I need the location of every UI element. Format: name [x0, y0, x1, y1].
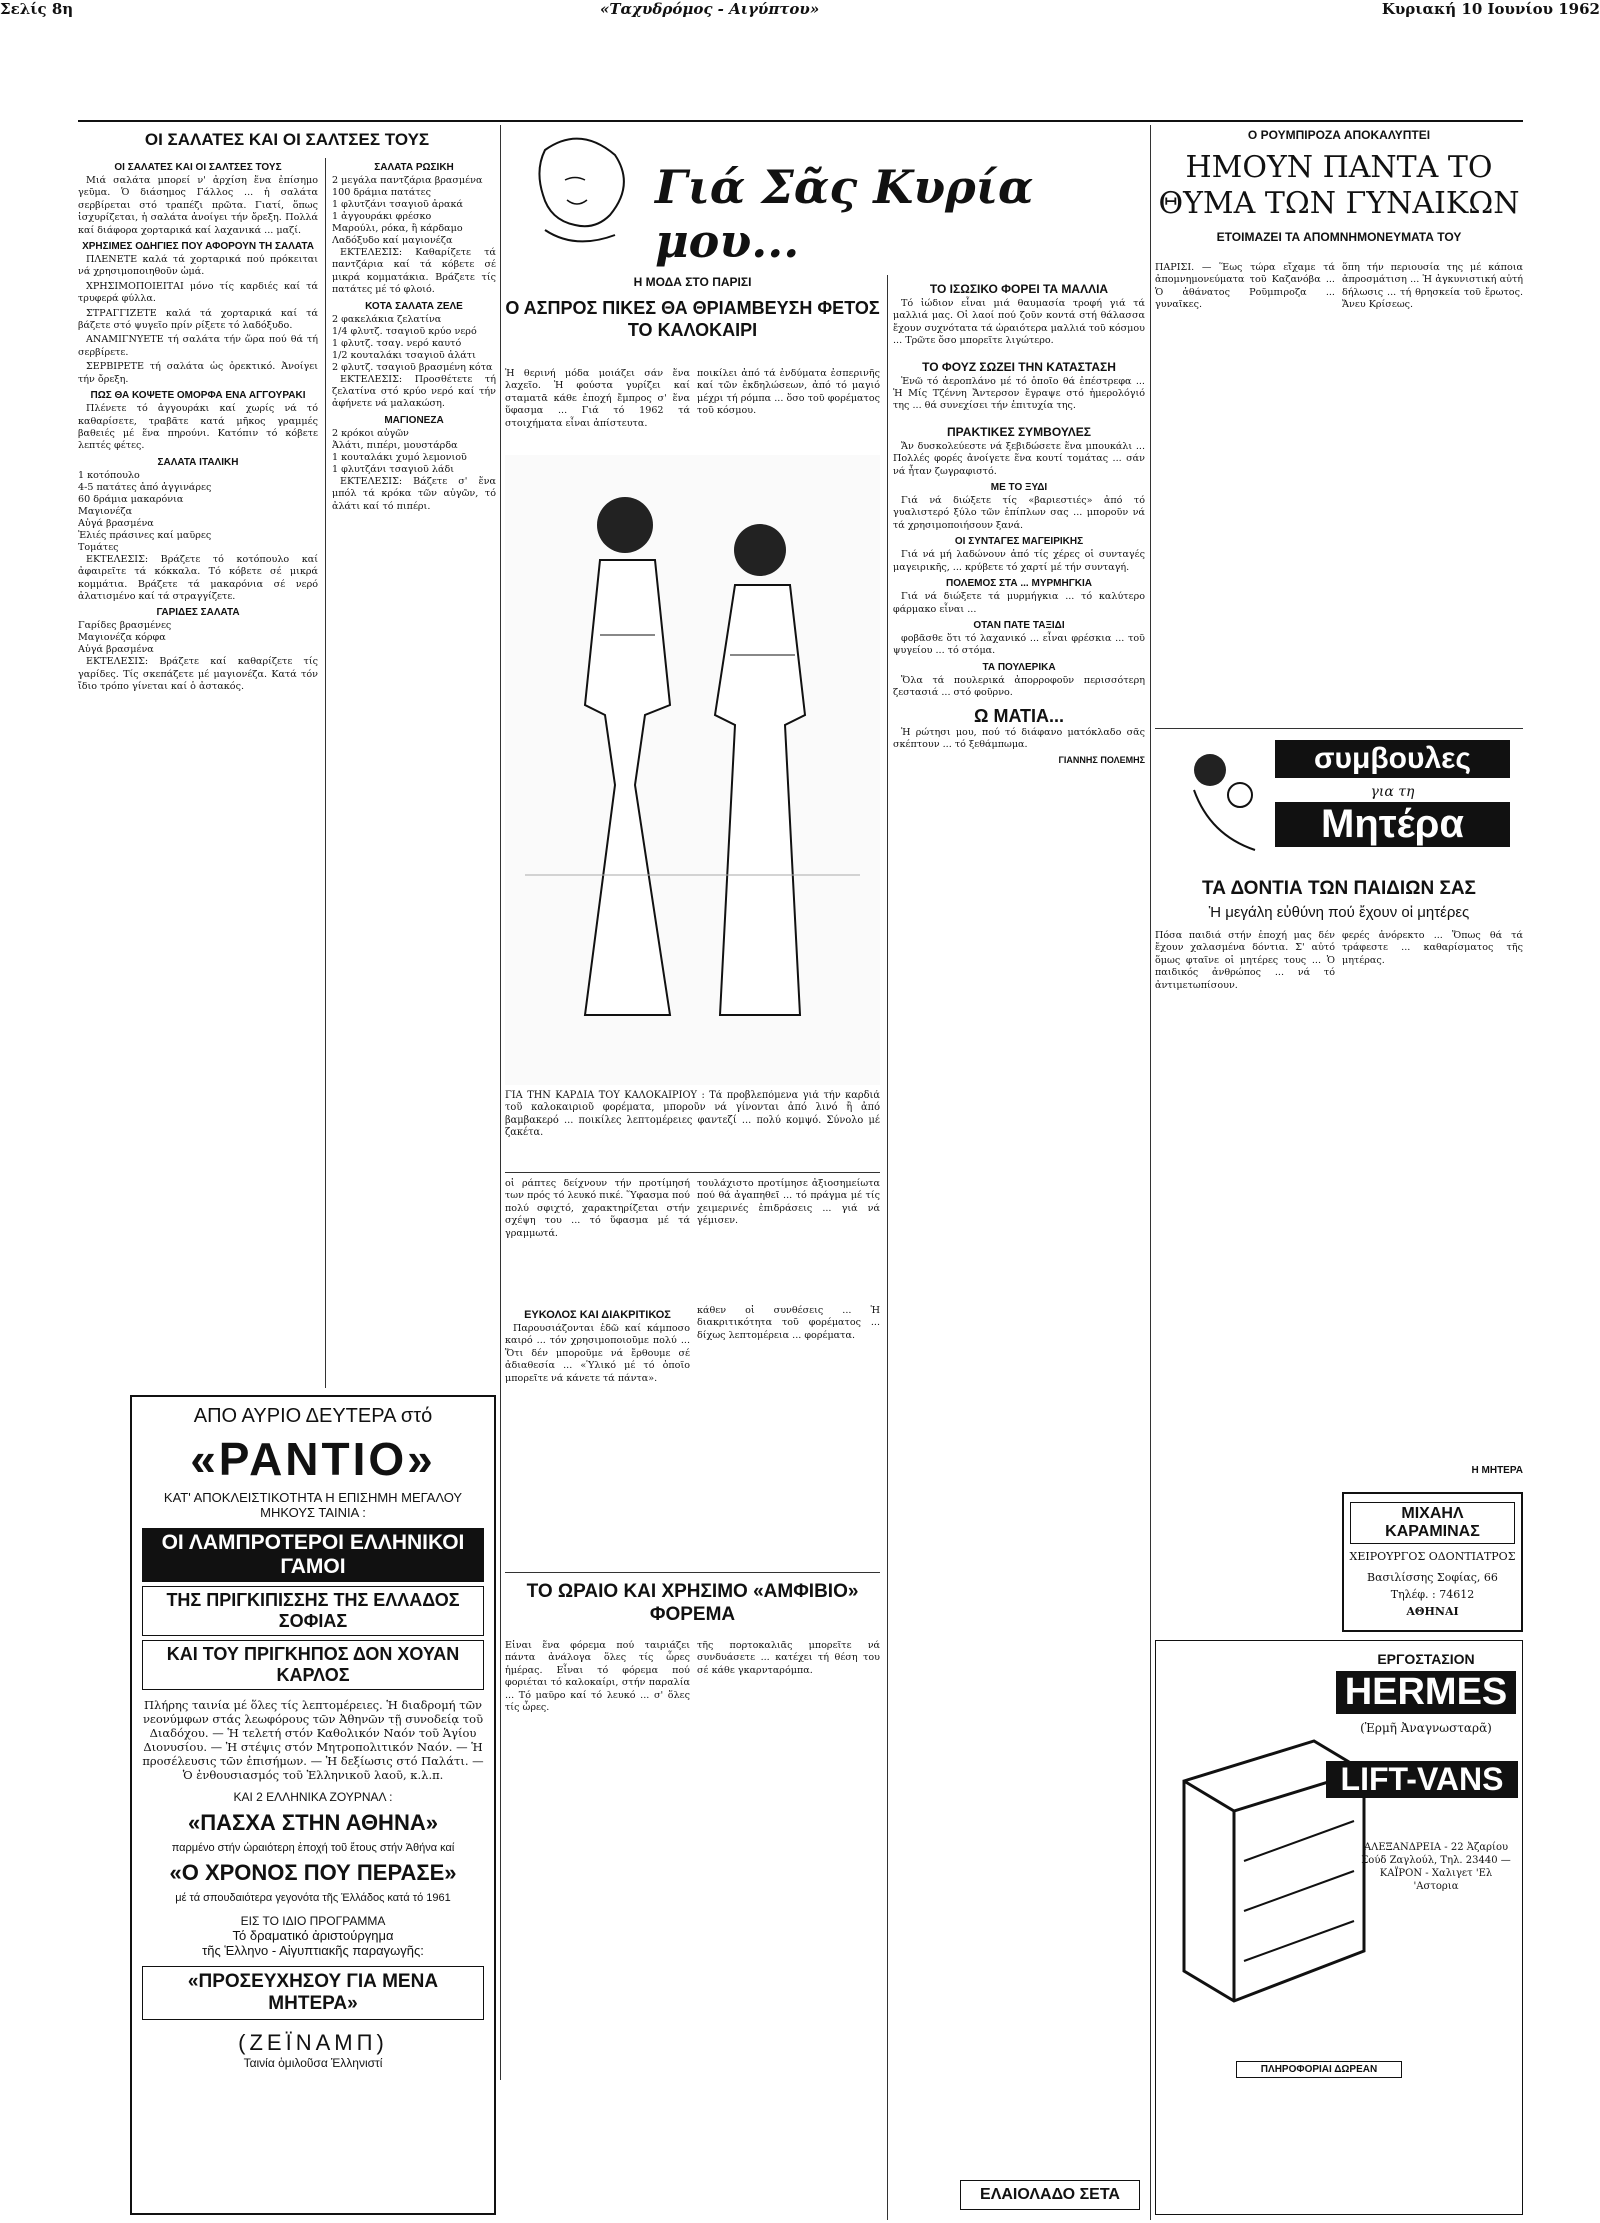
- ad-headline: ΤΗΣ ΠΡΙΓΚΙΠΙΣΣΗΣ ΤΗΣ ΕΛΛΑΔΟΣ ΣΟΦΙΑΣ: [142, 1586, 484, 1636]
- travel-text: φοβᾶσθε ὅτι τό λαχανικό ... εἶναι φρέσκια ... τοῦ ψυγείου ... τό στόμα.: [893, 632, 1145, 657]
- film-description: παρμένο στήν ὡραιότερη ἐποχή τοῦ ἔτους στήν Ἀθήνα καί: [171, 1842, 455, 1854]
- russian-method: ΕΚΤΕΛΕΣΙΣ: Καθαρίζετε τά παντζάρια καί τά κόβετε σέ μικρά κομματάκια. Βράζετε τίς πατάτες μέ τό φλοιό.: [332, 247, 496, 296]
- amphibio-title: ΤΟ ΩΡΑΙΟ ΚΑΙ ΧΡΗΣΙΜΟ «ΑΜΦΙΒΙΟ» ΦΟΡΕΜΑ: [526, 1581, 859, 1625]
- column-divider: [887, 275, 888, 2220]
- mayonnaise-title: ΜΑΓΙΟΝΕΖΑ: [384, 414, 444, 426]
- film-title: «ΠΡΟΣΕΥΧΗΣΟΥ ΓΙΑ ΜΕΝΑ ΜΗΤΕΡΑ»: [142, 1966, 484, 2020]
- section-rule: [505, 1172, 880, 1173]
- cucumber-text: Πλένετε τό ἀγγουράκι καί χωρίς νά τό καθαρίσετε, τραβᾶτε κατά μῆκος γραμμές βαθειές μέ ἕνα πηρούνι. Κατόπιν τό κόβετε λεπτές φέτες.: [78, 403, 318, 452]
- dentist-city: ΑΘΗΝΑΙ: [1406, 1605, 1459, 1618]
- olive-oil-ad: ΕΛΑΙΟΛΑΔΟ ΣΕΤΑ: [960, 2180, 1140, 2210]
- cinema-name: «ΡΑΝΤΙΟ»: [190, 1433, 436, 1485]
- chicken-jelly-method: ΕΚΤΕΛΕΣΙΣ: Προσθέτετε τή ζελατίνα στό κρύο νερό καί τήν ἀφήνετε νά μαλακώση.: [332, 373, 496, 410]
- hermes-info: ΑΛΕΞΑΝΔΡΕΙΑ - 22 Ἀζαρίου Σούδ Ζαγλούλ, Τηλ. 23440 — ΚΑΪΡΟΝ - Χαλιγετ 'Ελ 'Αστορια: [1361, 1842, 1511, 1892]
- fashion-header: [505, 275, 880, 365]
- fashion-text: ποικίλει ἀπό τά ἐνδύματα ἐσπερινῆς καί τῶν ἐκδηλώσεων, ἀπό τό μαγιό μέχρι τή ρόμπα ... ὅσο τοῦ φορέματος τοῦ κόσμου.: [697, 368, 880, 417]
- fashion-kicker: Η ΜΟΔΑ ΣΤΟ ΠΑΡΙΣΙ: [633, 275, 752, 289]
- radio-cinema-ad: [130, 1395, 496, 2215]
- ingredient: Μαγιονέζα κόρφα: [78, 632, 166, 644]
- ad-description: Πλήρης ταινία μέ ὅλες τίς λεπτομέρειες. Ἡ διαδρομή τῶν νεονύμφων στάς λεωφόρους τῶν Ἀθηνῶν τῇ συνοδείᾳ τοῦ Διαδόχου. — Ἡ τελετή στόν Καθολικόν Ναόν τοῦ Ἁγίου Διονυσίου. — Ἡ στέψις στόν Μητροπολιτικόν Ναόν. — Ἡ προσέλευσις τῶν ἐπισήμων. — Ἡ δεξίωσις στό Παλάτι. — Ὁ ἐνθουσιασμός τοῦ Ἑλληνικοῦ λαοῦ, κ.λ.π.: [142, 1698, 484, 1782]
- fashion-title: Ο ΑΣΠΡΟΣ ΠΙΚΕΣ ΘΑ ΘΡΙΑΜΒΕΥΣΗ ΦΕΤΟΣ ΤΟ ΚΑΛΟΚΑΙΡΙ: [505, 298, 880, 340]
- masthead-rule: [78, 120, 1523, 122]
- column-divider: [325, 158, 326, 1388]
- practical-tips-title: ΠΡΑΚΤΙΚΕΣ ΣΥΜΒΟΥΛΕΣ: [947, 424, 1091, 439]
- salad-tip: ΧΡΗΣΙΜΟΠΟΙΕΙΤΑΙ μόνο τίς καρδιές καί τά τρυφερά φύλλα.: [78, 280, 318, 305]
- salads-title: ΟΙ ΣΑΛΑΤΕΣ ΚΑΙ ΟΙ ΣΑΛΤΣΕΣ ΤΟΥΣ: [144, 130, 430, 149]
- newspaper-name: «Ταχυδρόμος - Αιγύπτου»: [600, 0, 820, 18]
- recipes-title: ΟΙ ΣΥΝΤΑΓΕΣ ΜΑΓΕΙΡΙΚΗΣ: [954, 536, 1084, 548]
- teeth-title: ΤΑ ΔΟΝΤΙΑ ΤΩΝ ΠΑΙΔΙΩΝ ΣΑΣ: [1202, 878, 1476, 899]
- film-title: «ΠΑΣΧΑ ΣΤΗΝ ΑΘΗΝΑ»: [188, 1810, 438, 1835]
- ingredient: 2 φακελάκια ζελατίνα: [332, 313, 442, 325]
- dentist-phone: Τηλέφ. : 74612: [1390, 1588, 1475, 1601]
- mother-advice-banner: [1180, 740, 1510, 870]
- hermes-brand: LIFT-VANS: [1326, 1761, 1518, 1798]
- ad-line: Τό δραματικό ἀριστούργημα: [232, 1928, 394, 1943]
- ingredient: 4-5 πατάτες ἀπό ἀγγινάρες: [78, 481, 212, 493]
- film-title: «Ο ΧΡΟΝΟΣ ΠΟΥ ΠΕΡΑΣΕ»: [169, 1860, 457, 1885]
- page-number: Σελίς 8η: [0, 0, 74, 18]
- russian-salad-title: ΣΑΛΑΤΑ ΡΩΣΙΚΗ: [374, 162, 454, 173]
- ingredient: 1 φλυτζάνι τσαγιοῦ ἀρακά: [332, 199, 463, 210]
- fashion-text-continued: οἱ ράπτες δείχνουν τήν προτίμησή των πρός τό λευκό πικέ. Ὕφασμα πού πολύ σφιχτό, χαρακτηρίζεται στήν σχέψη του ... τό ὕφασμα μέ τά γραμμωτά.: [505, 1178, 690, 1239]
- ingredient: Αὐγά βρασμένα: [78, 517, 154, 529]
- ants-text: Γιά νά διώξετε τά μυρμήγκια ... τό καλύτερο φάρμακο εἶναι ...: [893, 591, 1145, 615]
- salad-tip: ΑΝΑΜΙΓΝΥΕΤΕ τή σαλάτα τήν ὥρα πού θά τή σερβίρετε.: [78, 334, 318, 358]
- masthead: [0, 0, 1600, 22]
- ingredient: 2 κρόκοι αὐγῶν: [332, 427, 409, 439]
- ingredient: Τομάτες: [78, 541, 119, 553]
- ingredient: 100 δράμια πατάτες: [332, 187, 432, 198]
- column-divider: [1150, 125, 1151, 2220]
- hermes-ad: [1155, 1640, 1523, 2215]
- iodine-text: Τό ἰώδιον εἶναι μιά θαυμασία τροφή γιά τά μαλλιά μας. Οἱ λαοί πού ζοῦν κοντά στή θάλασσα ἔχουν συχνότατα τά ὡραιότερα μαλλιά τοῦ κόσμου ... Τρῶτε ὅσο μπορεῖτε λιγώτερο.: [893, 298, 1145, 347]
- vinegar-text: Γιά νά διώξετε τίς «βαριεστιές» ἀπό τό γυαλιστερό ξύλο τῶν ἐπίπλων σας ... μποροῦν νά τά χρησιμοποιήσουν ξανά.: [893, 495, 1145, 531]
- ad-line: ΕΙΣ ΤΟ ΙΔΙΟ ΠΡΟΓΡΑΜΜΑ: [240, 1914, 386, 1928]
- salad-tip: ΠΛΕΝΕΤΕ καλά τά χορταρικά πού πρόκειται νά χρησιμοποιηθοῦν ὡμά.: [78, 254, 318, 278]
- dentist-name: ΜΙΧΑΗΛ ΚΑΡΑΜΙΝΑΣ: [1350, 1502, 1515, 1544]
- ingredient: 60 δράμια μακαρόνια: [78, 493, 184, 505]
- salad-tips-title: ΧΡΗΣΙΜΕΣ ΟΔΗΓΙΕΣ ΠΟΥ ΑΦΟΡΟΥΝ ΤΗ ΣΑΛΑΤΑ: [82, 241, 314, 253]
- salads-intro: Μιά σαλάτα μπορεί ν' ἀρχίση ἕνα ἐπίσημο γεῦμα. Ὁ διάσημος Γάλλος ... ἡ σαλάτα σερβίρεται στό τραπέζι πρῶτα. Γιατί, ὅπως ἰσχυρίζεται, ἡ σαλάτα ἀνοίγει τήν ὄρεξη. Πολλά καί διάφορα χορταρικά καί λαχανικά ... μαζί.: [78, 175, 318, 236]
- fashion-illustration: [505, 455, 880, 1085]
- mayonnaise-method: ΕΚΤΕΛΕΣΙΣ: Βάζετε σ' ἕνα μπόλ τά κρόκα τῶν αὐγῶν, τό ἀλάτι καί τό πιπέρι.: [332, 475, 496, 512]
- vinegar-title: ΜΕ ΤΟ ΞΥΔΙ: [990, 482, 1048, 494]
- teeth-subtitle: Ἡ μεγάλη εὐθύνη πού ἔχουν οἱ μητέρες: [1208, 904, 1470, 921]
- easy-text: Παρουσιάζονται ἐδῶ καί κάμποσο καιρό ... τόν χρησιμοποιοῦμε πολύ ... Ὅτι δέν μποροῦμε νά ἔρθουμε σέ ἀδιαθεσία ... «Ὑλικό μέ τό ὁποῖο μπορεῖτε νά κάνετε τά πάντα».: [505, 1323, 690, 1384]
- salad-tip: ΣΤΡΑΓΓΙΖΕΤΕ καλά τά χορταρικά καί τά βάζετε στό ψυγεῖο πρίν ρίξετε τό λαδόξυδο.: [78, 307, 318, 332]
- rubirosa-subtitle: ΕΤΟΙΜΑΖΕΙ ΤΑ ΑΠΟΜΝΗΜΟΝΕΥΜΑΤΑ ΤΟΥ: [1216, 230, 1462, 244]
- ingredient: 2 φλυτζ. τσαγιοῦ βρασμένη κότα: [332, 361, 493, 373]
- rubirosa-text: ὅπη τήν περιουσία της μέ κάποια ἀπροσμάτιση ... Ἡ ἀγκυνιστική αὐτή δήλωσις ... τή θρησκεία τοῦ ἔρωτος. Ἄνευ Κρίσεως.: [1342, 262, 1523, 311]
- easy-title: ΕΥΚΟΛΟΣ ΚΑΙ ΔΙΑΚΡΙΤΙΚΟΣ: [524, 1309, 671, 1321]
- amphibio-text: Εἶναι ἕνα φόρεμα πού ταιριάζει πάντα ἀνάλογα ὅλες τίς ὧρες ἡμέρας. Εἶναι τό φόρεμα πού φοριέται τό καλοκαίρι, στήν παραλία ... Τό μαῦρο καί τό λευκό ... σ' ὅλες τίς ὧρες.: [505, 1640, 690, 1714]
- mother-child-icon: [1180, 740, 1270, 860]
- ingredient: 1 κοτόπουλο: [78, 469, 140, 481]
- dress-illustration-icon: [505, 455, 880, 1085]
- recipes-text: Γιά νά μή λαδώνουν ἀπό τίς χέρες οἱ συνταγές μαγειρικῆς, ... κρύβετε τό χαρτί μέ τήν συνταγή.: [893, 549, 1145, 573]
- ad-footer: Ταινία ὁμιλοῦσα Ἑλληνιστί: [243, 2056, 383, 2070]
- amphibio-text: τῆς πορτοκαλιᾶς μπορεῖτε νά συνδυάσετε ... κατέχει τή θέση του σέ κάθε γκαρνταρόμπα.: [697, 1640, 880, 1676]
- ingredient: 1/2 κουταλάκι τσαγιοῦ ἀλάτι: [332, 349, 476, 361]
- rubirosa-title: ΗΜΟΥΝ ΠΑΝΤΑ ΤΟ ΘΥΜΑ ΤΩΝ ΓΥΝΑΙΚΩΝ: [1158, 150, 1520, 221]
- issue-date: Κυριακή 10 Ιουνίου 1962: [1381, 0, 1600, 18]
- hermes-stamp: ΠΛΗΡΟΦΟΡΙΑΙ ΔΩΡΕΑΝ: [1236, 2061, 1402, 2078]
- banner-word: συμβουλες: [1275, 740, 1510, 778]
- tips-column: [893, 278, 1145, 2188]
- film-description: μέ τά σπουδαιότερα γεγονότα τῆς Ἑλλάδος κατά τό 1961: [175, 1892, 451, 1904]
- ingredient: Γαρίδες βρασμένες: [78, 620, 172, 632]
- dentist-ad: [1342, 1492, 1523, 1632]
- teeth-text: Πόσα παιδιά στήν ἐποχή μας δέν ἔχουν χαλασμένα δόντια. Σ' αὐτό ὅμως φταῖνε οἱ μητέρες τους ... Ὁ παιδικός ἀνθρώπος ... νά τό ἀντιμετωπίσουν.: [1155, 930, 1335, 991]
- ad-line: ΑΠΟ ΑΥΡΙΟ ΔΕΥΤΕΡΑ στό: [193, 1405, 433, 1427]
- ingredient: Αὐγά βρασμένα: [78, 644, 154, 656]
- shrimp-salad-title: ΓΑΡΙΔΕΣ ΣΑΛΑΤΑ: [156, 607, 240, 619]
- ingredient: Μαγιονέζα: [78, 505, 133, 517]
- salads-left-column: [78, 158, 318, 1388]
- film-star: (ΖΕΪΝΑΜΠ): [238, 2030, 388, 2055]
- dentist-title: ΧΕΙΡΟΥΡΓΟΣ ΟΔΟΝΤΙΑΤΡΟΣ: [1349, 1550, 1516, 1563]
- ants-title: ΠΟΛΕΜΟΣ ΣΤΑ ... ΜΥΡΜΗΓΚΙΑ: [946, 578, 1092, 590]
- ingredient: 1/4 φλυτζ. τσαγιοῦ κρύο νερό: [332, 325, 477, 337]
- iodine-title: ΤΟ ΙΣΩΣΙΚΟ ΦΟΡΕΙ ΤΑ ΜΑΛΛΙΑ: [929, 282, 1109, 296]
- teeth-text: φερές ἀνόρεκτο ... Ὅπως θά τά τράφεστε ... καθαρίσματος τῆς μητέρας.: [1342, 930, 1523, 966]
- banner-word: για τη: [1370, 784, 1415, 800]
- rubirosa-text: ΠΑΡΙΣΙ. — Ἕως τώρα εἴχαμε τά ἀπομνημονεύματα τοῦ Καζανόβα ... Ὁ ἀθάνατος Ροῦμπιροζα ... γυναῖκες.: [1155, 262, 1335, 311]
- section-rule: [505, 1572, 880, 1573]
- ingredient: Ἀλάτι, πιπέρι, μουστάρδα: [332, 439, 458, 451]
- ingredient: 2 μεγάλα παντζάρια βρασμένα: [332, 175, 483, 186]
- rouge-text: Ἐνῶ τό ἀεροπλάνο μέ τό ὁποῖο θά ἐπέστρεφα ... Ἡ Μίς Τζέννη Ἄντερσον ἔγραψε στό ἡμερολόγιό της ... θά συνεχίσει τήν ἐπιτυχία της.: [893, 375, 1145, 412]
- ad-headline: ΚΑΙ ΤΟΥ ΠΡΙΓΚΗΠΟΣ ΔΟΝ ΧΟΥΑΝ ΚΑΡΛΟΣ: [142, 1640, 484, 1690]
- travel-title: ΟΤΑΝ ΠΑΤΕ ΤΑΞΙΔΙ: [973, 619, 1065, 631]
- dentist-address: Βασιλίσσης Σοφίας, 66: [1367, 1571, 1498, 1584]
- hermes-heading: ΕΡΓΟΣΤΑΣΙΟΝ: [1377, 1651, 1475, 1667]
- woman-portrait-icon: [505, 130, 655, 270]
- ingredient: 1 φλυτζ. τσαγ. νερό καυτό: [332, 337, 462, 349]
- eyes-text: Ἡ ρώτησι μου, πού τό διάφανο ματόκλαδο σᾶς σκέπτουν ... τό ξεθάμπωμα.: [893, 726, 1145, 750]
- rouge-title: ΤΟ ΦΟΥΖ ΣΩΖΕΙ ΤΗΝ ΚΑΤΑΣΤΑΣΗ: [922, 359, 1116, 374]
- ad-line: τῆς Ἑλληνο - Αἰγυπτιακῆς παραγωγῆς:: [202, 1943, 424, 1958]
- ingredient: 1 φλυτζάνι τσαγιοῦ λάδι: [332, 463, 454, 475]
- teeth-signature: Η ΜΗΤΕΡΑ: [1471, 1465, 1523, 1476]
- ingredient: Λαδόξυδο καί μαγιονέζα: [332, 235, 453, 246]
- fashion-text-continued: τουλάχιστο προτίμησε ἀξιοσημείωτα πού θά ἀγαπηθεῖ ... τό πράγμα μέ τίς χειμερινές ἐπιδράσεις ... γιά νά γέμισεν.: [697, 1178, 880, 1227]
- banner-title: Γιά Σᾶς Κυρία μου...: [655, 160, 1034, 268]
- rubirosa-kicker: Ο ΡΟΥΜΠΙΡΟΖΑ ΑΠΟΚΑΛΥΠΤΕΙ: [1247, 128, 1431, 142]
- salads-right-column: [332, 158, 496, 1388]
- ad-headline: ΟΙ ΛΑΜΠΡΟΤΕΡΟΙ ΕΛΛΗΝΙΚΟΙ ΓΑΜΟΙ: [142, 1528, 484, 1582]
- illustration-caption: ΓΙΑ ΤΗΝ ΚΑΡΔΙΑ ΤΟΥ ΚΑΛΟΚΑΙΡΙΟΥ : Τά προβλεπόμενα γιά τήν καρδιά τοῦ καλοκαιριοῦ φορέματα, μποροῦν νά γίνονται ἀπό λινό ἢ ἀπό βαμβακερό ... ποικίλες λεπτομέρειες φαντεζί ... πολύ κομψό. Σύνολο μέ ζακέτα.: [505, 1090, 880, 1139]
- shrimp-method: ΕΚΤΕΛΕΣΙΣ: Βράζετε καί καθαρίζετε τίς γαρίδες. Τίς σκεπάζετε μέ μαγιονέζα. Κατά τόν ἴδιο τρόπο γίνεται καί ὁ ἀστακός.: [78, 656, 318, 693]
- ingredient: 1 ἀγγουράκι φρέσκο: [332, 211, 432, 222]
- poultry-text: Ὅλα τά πουλερικά ἀπορροφοῦν περισσότερη ζεστασιά ... στό φοῦρνο.: [893, 674, 1145, 699]
- author-signature: ΓΙΑΝΝΗΣ ΠΟΛΕΜΗΣ: [1058, 755, 1145, 766]
- italian-salad-title: ΣΑΛΑΤΑ ΙΤΑΛΙΚΗ: [157, 456, 239, 468]
- eyes-title: Ω ΜΑΤΙΑ...: [974, 705, 1064, 726]
- easy-text-continued: κάθεν οἱ συνθέσεις ... Ἡ διακριτικότητα τοῦ φορέματος ... δίχως λεπτομέρεια ... φορέματα.: [697, 1305, 880, 1341]
- column-divider: [500, 125, 501, 2080]
- poultry-title: ΤΑ ΠΟΥΛΕΡΙΚΑ: [982, 661, 1056, 673]
- ingredient: Μαρούλι, ρόκα, ἢ κάρδαμο: [332, 223, 463, 234]
- hermes-name: HERMES: [1336, 1671, 1516, 1714]
- column-banner: [505, 130, 1145, 270]
- easy-article: [505, 1305, 690, 1567]
- salad-tip: ΣΕΡΒΙΡΕΤΕ τή σαλάτα ὡς ὀρεκτικό. Ἀνοίγει τήν ὄρεξη.: [78, 361, 318, 385]
- hermes-subtitle: (Ἑρμῆ Ἀναγνωσταρᾶ): [1360, 1721, 1492, 1735]
- section-rule: [1155, 728, 1523, 729]
- ad-line: ΚΑΤ' ΑΠΟΚΛΕΙΣΤΙΚΟΤΗΤΑ Η ΕΠΙΣΗΜΗ ΜΕΓΑΛΟΥ ΜΗΚΟΥΣ ΤΑΙΝΙΑ :: [163, 1490, 463, 1520]
- fashion-text: Ἡ θερινή μόδα μοιάζει σάν ἕνα λαχεῖο. Ἡ φούστα γυρίζει καί σταματᾶ κάθε ἐποχή ἔμπρος σ' ἕνα ὕφασμα ... Γιά τό 1962 τά στοιχήματα εἶναι ἀπίστευτα.: [505, 368, 690, 429]
- practical-tips-text: Ἄν δυσκολεύεστε νά ξεβιδώσετε ἕνα μπουκάλι ... Πολλές φορές ἀνοίγετε ἕνα κουτί τομάτας ... σάν νά ἦταν ζωγραφιστό.: [893, 440, 1145, 477]
- chicken-jelly-title: ΚΟΤΑ ΣΑΛΑΤΑ ΖΕΛΕ: [365, 300, 463, 312]
- italian-method: ΕΚΤΕΛΕΣΙΣ: Βράζετε τό κοτόπουλο καί ἀφαιρεῖτε τά κόκκαλα. Τό κόβετε σέ μικρά κομμάτια. Βράζετε τά μακαρόνια σέ νερό ἀλατισμένο καί τά στραγγίζετε.: [78, 553, 318, 602]
- salads-subtitle: ΟΙ ΣΑΛΑΤΕΣ ΚΑΙ ΟΙ ΣΑΛΤΣΕΣ ΤΟΥΣ: [114, 162, 282, 173]
- ingredient: Ἐλιές πράσινες καί μαῦρες: [78, 529, 212, 541]
- cucumber-title: ΠΩΣ ΘΑ ΚΟΨΕΤΕ ΟΜΟΡΦΑ ΕΝΑ ΑΓΓΟΥΡΑΚΙ: [90, 390, 306, 402]
- ad-line: ΚΑΙ 2 ΕΛΛΗΝΙΚΑ ΖΟΥΡΝΑΛ :: [233, 1790, 393, 1804]
- banner-word: Μητέρα: [1275, 802, 1510, 847]
- ingredient: 1 κουταλάκι χυμό λεμονιοῦ: [332, 451, 467, 463]
